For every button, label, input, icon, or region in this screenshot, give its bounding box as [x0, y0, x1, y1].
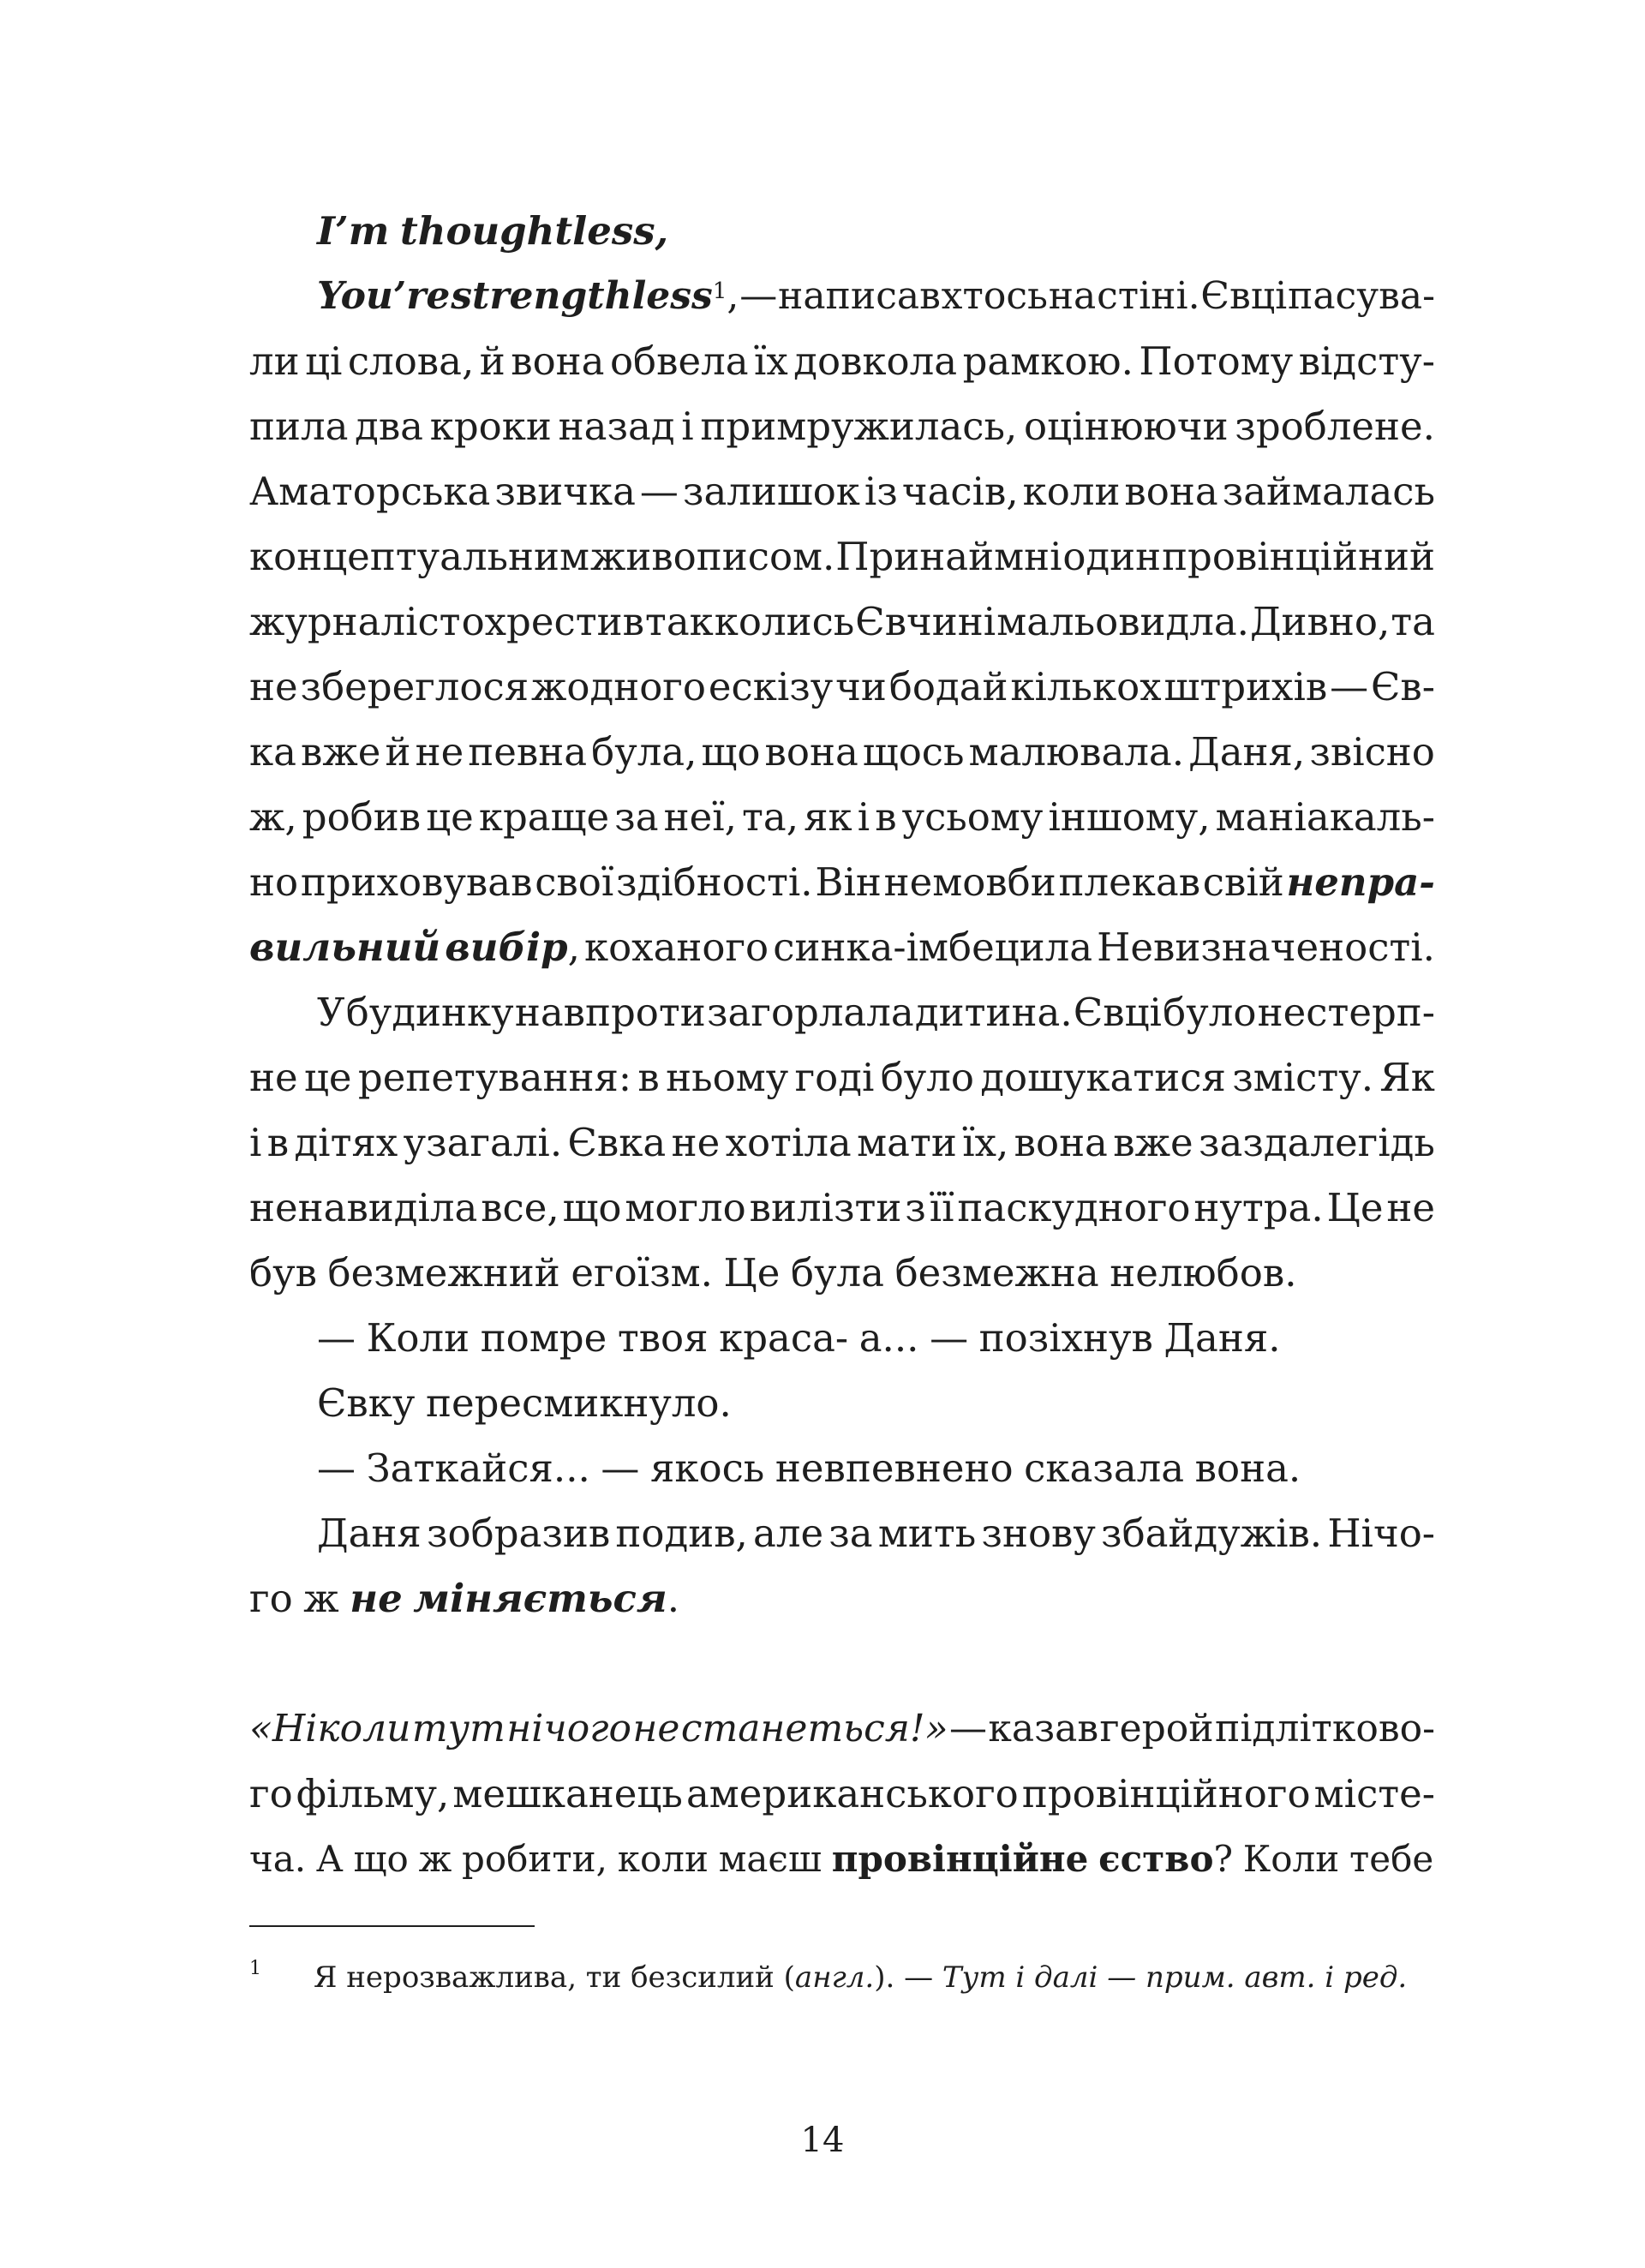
- word: помре: [480, 1315, 607, 1361]
- word: та: [1391, 599, 1435, 644]
- word: якось: [650, 1445, 765, 1491]
- word: коли: [617, 1838, 709, 1880]
- word: але: [753, 1511, 824, 1556]
- word: примружилась,: [700, 404, 1018, 449]
- word: щось: [862, 729, 965, 775]
- text-line: [249, 1436, 1435, 1501]
- text-line: [249, 1045, 1435, 1110]
- word: дитина.: [914, 990, 1073, 1035]
- text-line: [249, 1827, 1435, 1892]
- word: Даня,: [1188, 729, 1306, 775]
- word: плекав: [1058, 859, 1201, 905]
- word: Заткайся...: [366, 1445, 590, 1491]
- word: в: [637, 1055, 660, 1100]
- word: провінційне: [831, 1838, 1089, 1880]
- footnote-ref: 1: [712, 278, 727, 304]
- word: це: [303, 1055, 352, 1100]
- word: нелюбов.: [1110, 1250, 1297, 1296]
- word: один: [1062, 534, 1162, 579]
- word: загорлала: [707, 990, 914, 1035]
- word: жодного: [531, 664, 706, 709]
- word: написав: [778, 274, 941, 318]
- word: но: [249, 859, 299, 905]
- word: місте-: [1313, 1771, 1435, 1816]
- word: вона: [764, 729, 858, 775]
- text-line: [249, 264, 1435, 329]
- word: —: [317, 1315, 356, 1361]
- word: вона: [1014, 1120, 1108, 1165]
- word: ж: [418, 1838, 452, 1880]
- word: неї,: [663, 794, 737, 840]
- word: ньому: [666, 1055, 789, 1100]
- word: Дивно,: [1249, 599, 1391, 644]
- word: було: [1163, 990, 1257, 1035]
- word: в: [875, 794, 897, 840]
- word: сказала: [1024, 1445, 1185, 1491]
- word: з: [905, 1185, 926, 1230]
- word: робити,: [461, 1838, 607, 1880]
- footnote-mid: ). —: [874, 1960, 942, 1995]
- word: нестерп-: [1257, 990, 1435, 1035]
- word: ж,: [249, 794, 297, 840]
- word: You’re: [317, 274, 451, 318]
- word: часів,: [901, 469, 1019, 514]
- word: казав: [988, 1707, 1099, 1750]
- word: вильний: [249, 925, 441, 970]
- text-line: [249, 1371, 1435, 1436]
- word: хтось: [941, 274, 1048, 318]
- word: американського: [685, 1771, 1019, 1816]
- word: не: [350, 1576, 403, 1621]
- word: —: [948, 1707, 987, 1750]
- word: вона: [511, 338, 605, 384]
- word: коханого: [583, 925, 769, 970]
- word: був: [249, 1250, 317, 1296]
- word: залишок: [682, 469, 860, 514]
- word: на: [1048, 274, 1097, 318]
- word: що: [353, 1838, 409, 1880]
- word: Нічо-: [1327, 1511, 1435, 1556]
- word: навпроти: [514, 990, 706, 1035]
- word: маніакаль-: [1215, 794, 1435, 840]
- word: будинку: [345, 990, 514, 1035]
- word: не: [632, 1707, 680, 1750]
- word: не: [671, 1120, 721, 1165]
- word: А: [315, 1838, 344, 1880]
- word: звісно: [1309, 729, 1435, 775]
- footnote: [249, 1956, 1435, 1999]
- word: малювала.: [968, 729, 1185, 775]
- word: невпевнено: [775, 1445, 1014, 1491]
- word: вона.: [1194, 1445, 1301, 1491]
- word: не: [249, 1055, 298, 1100]
- word: безмежна: [894, 1250, 1099, 1296]
- word: колись: [714, 599, 855, 644]
- word: подив,: [615, 1511, 748, 1556]
- word: знову: [981, 1511, 1096, 1556]
- word: довкола: [793, 338, 958, 384]
- word: провінційний: [1162, 534, 1435, 579]
- word: Коли: [1242, 1838, 1340, 1880]
- word: і: [681, 404, 694, 449]
- word: немовби: [883, 859, 1056, 905]
- text-line: [249, 850, 1435, 915]
- word: Принаймні: [835, 534, 1062, 579]
- word: Аматорська: [249, 469, 491, 514]
- word: й: [385, 729, 411, 775]
- word: концептуальним: [249, 534, 590, 579]
- word: мешканець: [452, 1771, 683, 1816]
- word: чи: [835, 664, 887, 709]
- word: маєш: [718, 1838, 822, 1880]
- word: нутра.: [1193, 1185, 1324, 1230]
- word: егоїзм.: [571, 1250, 713, 1296]
- word: —: [1330, 664, 1369, 709]
- word: робив: [302, 794, 422, 840]
- word: твоя: [617, 1315, 709, 1361]
- word: дошукатися: [980, 1055, 1226, 1100]
- word: зобразив: [426, 1511, 611, 1556]
- word: —: [601, 1445, 640, 1491]
- word: Даня.: [1163, 1315, 1281, 1361]
- word: збереглося: [300, 664, 529, 709]
- word: —: [739, 274, 778, 318]
- word: коли: [1022, 469, 1121, 514]
- word: збайдужів.: [1101, 1511, 1323, 1556]
- word: фільму,: [296, 1771, 450, 1816]
- text-line: [249, 1697, 1435, 1762]
- word: назад: [558, 404, 675, 449]
- word: синка-імбецила: [773, 925, 1093, 970]
- word: тут: [411, 1707, 505, 1750]
- word: не: [249, 664, 298, 709]
- word: паскудного: [957, 1185, 1191, 1230]
- word: Він: [815, 859, 882, 905]
- text-line: [249, 980, 1435, 1045]
- word: Коли: [366, 1315, 470, 1361]
- word: У: [317, 990, 345, 1035]
- word: два: [355, 404, 424, 449]
- word: провінційного: [1021, 1771, 1311, 1816]
- footnote-note: Тут і далі — прим. авт. і ред.: [942, 1960, 1408, 1995]
- word: усьому: [901, 794, 1044, 840]
- word: Євку: [317, 1380, 416, 1426]
- text-line: [249, 459, 1435, 524]
- word: за: [614, 794, 659, 840]
- word: приховував: [300, 859, 533, 905]
- word: репетування:: [357, 1055, 632, 1100]
- word: —: [639, 469, 679, 514]
- word: була,: [591, 729, 697, 775]
- word: в: [266, 1120, 290, 1165]
- word: свої: [535, 859, 614, 905]
- word: годі: [794, 1055, 875, 1100]
- word: свій: [1202, 859, 1284, 905]
- word: як: [804, 794, 852, 840]
- word: із: [864, 469, 898, 514]
- text-line: [249, 1762, 1435, 1827]
- word: Єв-: [1370, 664, 1435, 709]
- word: дітях: [294, 1120, 398, 1165]
- word: Даня: [317, 1511, 422, 1556]
- footnote-number: 1: [249, 1958, 261, 1979]
- footnote-rule: [249, 1925, 535, 1927]
- word: змісту.: [1232, 1055, 1374, 1100]
- word: слова,: [347, 338, 475, 384]
- text-line: [249, 915, 1435, 980]
- word: вибір,: [445, 925, 580, 970]
- word: їх,: [962, 1120, 1009, 1165]
- text-line: [249, 785, 1435, 850]
- word: Це: [1326, 1185, 1384, 1230]
- word: пила: [249, 404, 349, 449]
- footnote-text: Я нерозважлива, ти безсилий (: [314, 1960, 795, 1995]
- word: бодай: [888, 664, 1008, 709]
- word: була: [790, 1250, 884, 1296]
- text-line: [249, 524, 1435, 589]
- word: вона: [1124, 469, 1218, 514]
- text-line: [249, 1566, 1435, 1631]
- word: узагалі.: [403, 1120, 563, 1165]
- word: штрихів: [1163, 664, 1328, 709]
- word: єство?: [1098, 1838, 1234, 1880]
- word: це: [426, 794, 474, 840]
- word: го: [249, 1576, 293, 1621]
- word: непра-: [1286, 859, 1435, 905]
- word: а...: [858, 1315, 919, 1361]
- text-line: [249, 199, 1435, 264]
- word: було: [880, 1055, 974, 1100]
- word: мати: [857, 1120, 957, 1165]
- word: станеться!»: [680, 1707, 948, 1750]
- word: хотіла: [725, 1120, 852, 1165]
- word: здібності.: [616, 859, 813, 905]
- word: відсту-: [1298, 338, 1435, 384]
- word: нічого: [506, 1707, 631, 1750]
- text-line: [249, 1241, 1435, 1306]
- word: ж: [303, 1576, 339, 1621]
- word: та,: [742, 794, 799, 840]
- word: вже: [301, 729, 381, 775]
- page-number: 14: [800, 2121, 845, 2160]
- word: рамкою.: [962, 338, 1134, 384]
- text-line: [249, 394, 1435, 459]
- word: мить: [877, 1511, 977, 1556]
- word: могло: [625, 1185, 746, 1230]
- text-line: [249, 720, 1435, 785]
- word: обвела: [609, 338, 749, 384]
- word: так: [644, 599, 714, 644]
- word: Як: [1379, 1055, 1435, 1100]
- word: її: [929, 1185, 954, 1230]
- word: краса-: [719, 1315, 849, 1361]
- word: thoughtless,: [399, 208, 669, 254]
- word: позіхнув: [978, 1315, 1153, 1361]
- word: охрестив: [461, 599, 644, 644]
- word: й: [479, 338, 505, 384]
- word: пасува-: [1288, 274, 1435, 318]
- word: —: [930, 1315, 969, 1361]
- paragraph-gap: [249, 1631, 1435, 1697]
- word: певна: [468, 729, 588, 775]
- word: кількох: [1010, 664, 1162, 709]
- word: вилізти: [749, 1185, 902, 1230]
- word: тебе: [1349, 1838, 1434, 1880]
- word: Потому: [1139, 338, 1294, 384]
- word: пересмикнуло.: [425, 1380, 732, 1426]
- text-line: [249, 589, 1435, 655]
- footnote-lang: англ.: [794, 1960, 875, 1995]
- word: живописом.: [589, 534, 835, 579]
- word: і: [249, 1120, 262, 1165]
- word: I’m: [317, 208, 390, 254]
- word: не: [415, 729, 464, 775]
- word: герой: [1099, 1707, 1214, 1750]
- word: Євці: [1200, 274, 1288, 318]
- word: і: [857, 794, 870, 840]
- word: за: [828, 1511, 873, 1556]
- word: мальовидла.: [996, 599, 1249, 644]
- word: ці: [305, 338, 343, 384]
- word: Євці: [1073, 990, 1162, 1035]
- word: безмежний: [327, 1250, 560, 1296]
- word: ненавиділа: [249, 1185, 478, 1230]
- word: що: [562, 1185, 622, 1230]
- word: ли: [249, 338, 300, 384]
- word: заздалегідь: [1198, 1120, 1435, 1165]
- word: журналіст: [249, 599, 461, 644]
- word: стіні.: [1097, 274, 1200, 318]
- text-line: [249, 1306, 1435, 1371]
- word: іншому,: [1048, 794, 1211, 840]
- word: зроблене.: [1235, 404, 1435, 449]
- word: все,: [481, 1185, 559, 1230]
- word: підлітково-: [1215, 1707, 1435, 1750]
- word: ка: [249, 729, 296, 775]
- word: краще: [478, 794, 610, 840]
- text-line: [249, 655, 1435, 720]
- word: —: [317, 1445, 356, 1491]
- word: не: [1386, 1185, 1435, 1230]
- word: їх: [754, 338, 788, 384]
- word: Це: [723, 1250, 781, 1296]
- text-line: [249, 1176, 1435, 1241]
- word: Євчині: [855, 599, 996, 644]
- word: «Ніколи: [249, 1707, 411, 1750]
- word: звичка: [494, 469, 636, 514]
- text-line: [249, 1501, 1435, 1566]
- word: кроки: [429, 404, 552, 449]
- word: Євка: [567, 1120, 667, 1165]
- text-line: [249, 1110, 1435, 1176]
- word: го: [249, 1771, 293, 1816]
- word: що: [701, 729, 761, 775]
- word: вже: [1113, 1120, 1193, 1165]
- word: займалась: [1222, 469, 1435, 514]
- word: оцінюючи: [1024, 404, 1229, 449]
- text-line: [249, 329, 1435, 394]
- word: міняється.: [413, 1576, 680, 1621]
- body-text: [249, 199, 1435, 1892]
- word: Невизначеності.: [1097, 925, 1435, 970]
- word: ескізу: [708, 664, 834, 709]
- word: ча.: [249, 1838, 307, 1880]
- word: strengthless$^1$,: [451, 274, 739, 318]
